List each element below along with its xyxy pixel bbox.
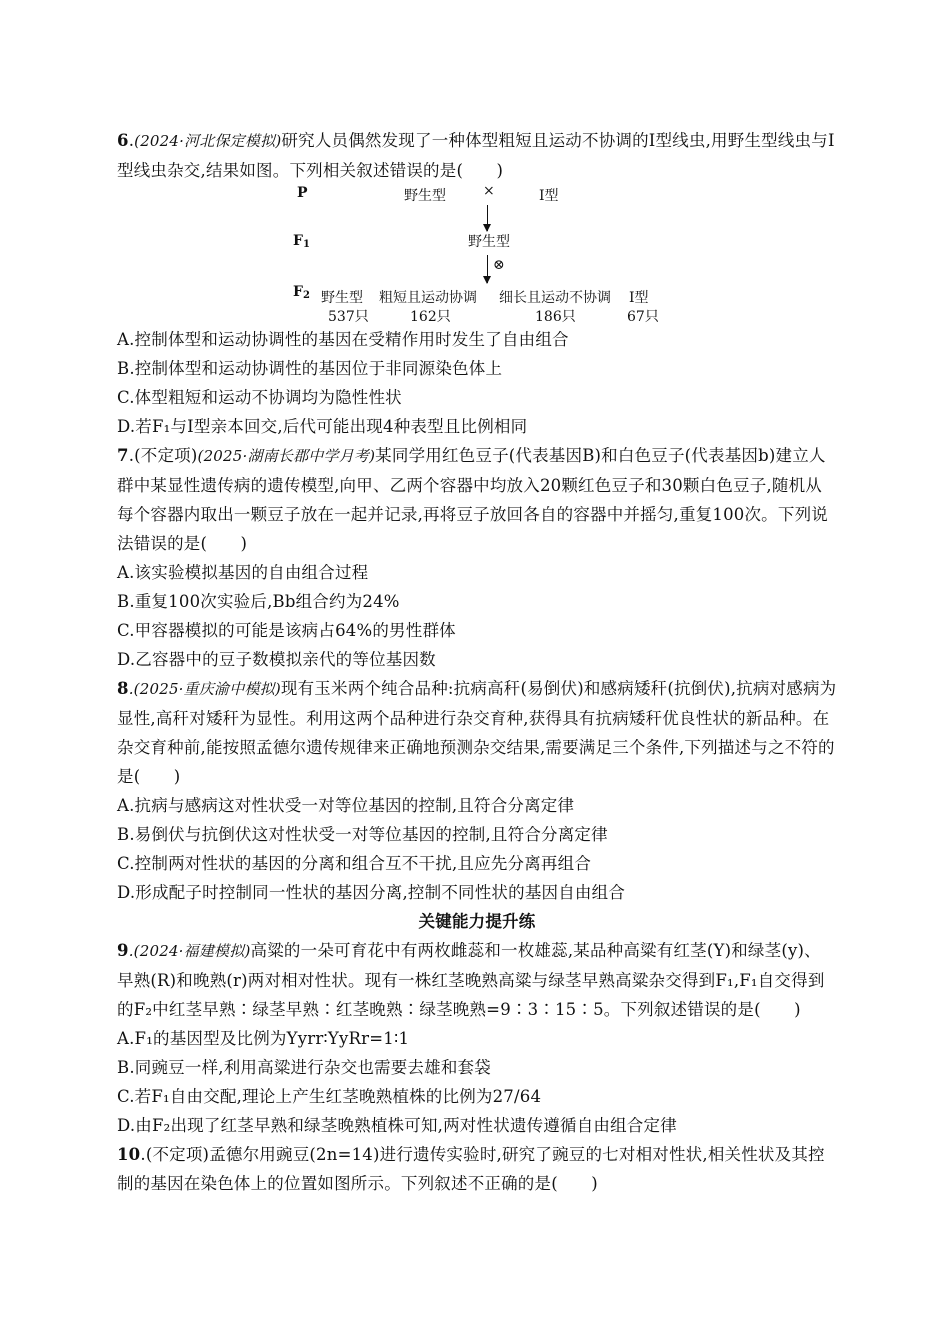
- question-text: 孟德尔用豌豆(2n=14)进行遗传实验时,研究了豌豆的七对相对性状,相关性状及其控制的基因在染色体上的位置如图所示。下列叙述不正确的是( ): [117, 1145, 825, 1193]
- generation-p-label: P: [297, 185, 308, 201]
- question-6-option-d: D.若F₁与Ⅰ型亲本回交,后代可能出现4种表型且比例相同: [117, 417, 528, 436]
- f2-phenotype-4: Ⅰ型: [629, 290, 649, 306]
- question-number: 7: [117, 446, 129, 465]
- question-9-option-b: B.同豌豆一样,利用高粱进行杂交也需要去雄和套袋: [117, 1058, 491, 1077]
- question-8-option-c: C.控制两对性状的基因的分离和组合互不干扰,且应先分离再组合: [117, 854, 592, 873]
- question-text: 某同学用红色豆子(代表基因B)和白色豆子(代表基因b)建立人群中某显性遗传病的遗传模型,向甲、乙两个容器中均放入20颗红色豆子和30颗白色豆子,随机从每个容器内取出一颗豆子放在一起并记录,再将豆子放回各自的容器中并摇匀,重复100次。下列说法错误的是( ): [117, 446, 828, 553]
- question-tag: .(不定项): [140, 1145, 210, 1164]
- document-page: [117, 126, 837, 1198]
- question-7-option-d: D.乙容器中的豆子数模拟亲代的等位基因数: [117, 650, 436, 669]
- f2-count-4: 67只: [627, 309, 659, 325]
- question-number: 9: [117, 941, 129, 960]
- parent-wild-type: 野生型: [404, 188, 446, 204]
- question-6-option-a: A.控制体型和运动协调性的基因在受精作用时发生了自由组合: [117, 330, 569, 349]
- question-6-option-b: B.控制体型和运动协调性的基因位于非同源染色体上: [117, 359, 503, 378]
- generation-f1-label: $F_1$: [293, 233, 310, 250]
- question-8-option-d: D.形成配子时控制同一性状的基因分离,控制不同性状的基因自由组合: [117, 883, 626, 902]
- question-9-option-d: D.由F₂出现了红茎早熟和绿茎晚熟植株可知,两对性状遗传遵循自由组合定律: [117, 1116, 677, 1135]
- question-8-stem: [117, 674, 837, 791]
- question-9-option-c: C.若F₁自由交配,理论上产生红茎晚熟植株的比例为27/64: [117, 1087, 542, 1106]
- cross-diagram: [117, 185, 837, 325]
- question-7-stem: [117, 441, 837, 558]
- question-tag: .(不定项): [128, 446, 198, 465]
- question-8-option-b: B.易倒伏与抗倒伏这对性状受一对等位基因的控制,且符合分离定律: [117, 825, 608, 844]
- f2-count-3: 186只: [535, 309, 576, 325]
- f2-phenotype-1: 野生型: [321, 290, 363, 306]
- question-7-option-c: C.甲容器模拟的可能是该病占64%的男性群体: [117, 621, 456, 640]
- question-text: 研究人员偶然发现了一种体型粗短且运动不协调的Ⅰ型线虫,用野生型线虫与Ⅰ型线虫杂交,结果如图。下列相关叙述错误的是( ): [117, 131, 835, 180]
- question-source: .(2025·重庆渝中模拟): [128, 680, 281, 698]
- f2-count-1: 537只: [328, 309, 369, 325]
- question-text: 现有玉米两个纯合品种:抗病高秆(易倒伏)和感病矮秆(抗倒伏),抗病对感病为显性,高秆对矮秆为显性。利用这两个品种进行杂交育种,获得具有抗病矮秆优良性状的新品种。在杂交育种前,能按照孟德尔遗传规律来正确地预测杂交结果,需要满足三个条件,下列描述与之不符的是( ): [117, 679, 837, 786]
- parent-type-i: Ⅰ型: [539, 188, 559, 204]
- question-8-option-a: A.抗病与感病这对性状受一对等位基因的控制,且符合分离定律: [117, 796, 575, 815]
- question-source: (2025·湖南长郡中学月考): [197, 447, 376, 465]
- question-9-option-a: A.F₁的基因型及比例为Yyrr∶YyRr=1∶1: [117, 1029, 410, 1048]
- question-text: 高粱的一朵可育花中有两枚雌蕊和一枚雄蕊,某品种高粱有红茎(Y)和绿茎(y)、早熟(R)和晚熟(r)两对相对性状。现有一株红茎晚熟高粱与绿茎早熟高粱杂交得到F₁,F₁自交得到的F₂中红茎早熟∶绿茎早熟∶红茎晚熟∶绿茎晚熟=9∶3∶15∶5。下列叙述错误的是( ): [117, 941, 825, 1019]
- question-number: 8: [117, 679, 129, 698]
- f2-phenotype-3: 细长且运动不协调: [499, 290, 611, 306]
- question-7-option-a: A.该实验模拟基因的自由组合过程: [117, 563, 369, 582]
- question-number: 6: [117, 131, 129, 150]
- question-7-option-b: B.重复100次实验后,Bb组合约为24%: [117, 592, 400, 611]
- question-number: 10: [117, 1145, 141, 1164]
- arrow-down-icon: [487, 255, 488, 283]
- cross-symbol: ×: [483, 183, 495, 199]
- question-6-option-c: C.体型粗短和运动不协调均为隐性性状: [117, 388, 402, 407]
- f2-count-2: 162只: [410, 309, 451, 325]
- selfing-symbol: ⊗: [493, 257, 505, 273]
- f2-phenotype-2: 粗短且运动协调: [379, 290, 477, 306]
- section-title: 关键能力提升练: [418, 912, 536, 931]
- question-10-stem: [117, 1140, 837, 1198]
- generation-f2-label: $F_2$: [293, 284, 310, 301]
- question-6-stem: 6.(2024·河北保定模拟)研究人员偶然发现了一种体型粗短且运动不协调的Ⅰ型线虫,用野生型线虫与Ⅰ型线虫杂交,结果如图。下列相关叙述错误的是( ): [117, 131, 835, 180]
- question-9-stem: [117, 936, 837, 1024]
- question-source: (2024·河北保定模拟): [134, 132, 282, 150]
- arrow-down-icon: [487, 205, 488, 231]
- f1-wild-type: 野生型: [468, 234, 510, 250]
- question-source: .(2024·福建模拟): [128, 942, 251, 960]
